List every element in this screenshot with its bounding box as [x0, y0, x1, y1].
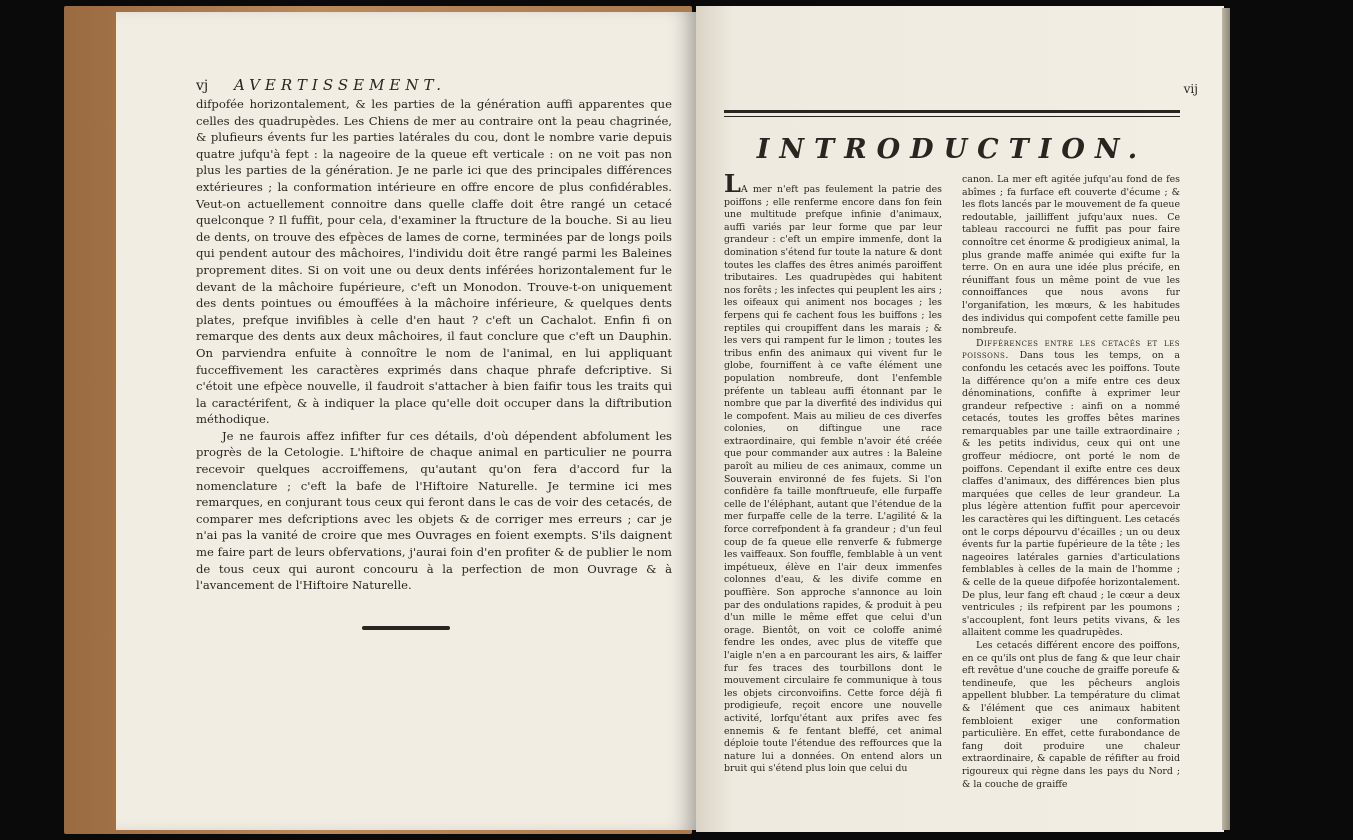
left-paragraph-2: Je ne faurois affez infifter fur ces détails, d'où dépendent abfolument les progrès de la Cetologie. L'hiftoire de chaque animal en particulier ne pourra recevoir quelques accroiffemens, qu'autant qu'on fera d'accord fur la nomenclature ; c'eft la bafe de l'Hiftoire Naturelle. Je termine ici mes remarques, en conjurant tous ceux qui feront dans le cas de voir des cetacés, de comparer mes defcriptions avec les objets & de corriger mes erreurs ; car je n'ai pas la vanité de croire que mes Ouvrages en foient exempts. S'ils daignent me faire part de leurs obfervations, j'aurai foin d'en profiter & de publier le nom de tous ceux qui auront concouru à la perfection de mon Ouvrage & à l'avancement de l'Hiftoire Naturelle.: [196, 428, 672, 593]
right-page: [696, 6, 1224, 832]
text-column-left: [724, 169, 942, 791]
column-left-paragraph: [724, 169, 942, 776]
left-running-head: [196, 76, 676, 96]
right-folio: vij: [1183, 82, 1198, 96]
drop-cap: L: [724, 169, 741, 198]
page-stack-edge: [1222, 8, 1230, 830]
column-right-paragraph-1: canon. La mer eft agitée jufqu'au fond de fes abîmes ; fa furface eft couverte d'écume ; & les flots lancés par le mouvement de fa queue redoutable, jailliffent jufqu'aux nues. Ce tableau raccourci ne fuffit pas pour faire connoître cet énorme & prodigieux animal, la plus grande maffe animée qui exifte fur la terre. On en aura une idée plus précife, en réuniffant fous un même point de vue les connoiffances que nous avons fur l'organifation, les mœurs, & les habitudes des individus qui compofent cette famille peu nombreufe.: [962, 174, 1180, 337]
header-rule-thick: [724, 110, 1180, 113]
left-body-text: [196, 96, 672, 594]
column-left-text: A mer n'eft pas feulement la patrie des poiffons ; elle renferme encore dans fon fein une multitude prefque infinie d'animaux, auffi variés par leur forme que par leur grandeur : c'eft un empire immenfe, dont la domination s'étend fur toute la nature & dont toutes les claffes des êtres animés paroiffent tributaires. Les quadrupèdes qui habitent nos forêts ; les infectes qui peuplent les airs ; les oifeaux qui animent nos bocages ; les ferpens qui fe cachent fous les buiffons ; les reptiles qui croupiffent dans les marais ; & les vers qui rampent fur le limon ; toutes les tribus enfin des animaux qui vivent fur le globe, fourniffent à ce vafte élément une population nombreufe, dont l'enfemble préfente un tableau auffi étonnant par le nombre que par la diverfité des individus qui le compofent. Mais au milieu de ces diverfes colonies, on diftingue une race extraordinaire, qui femble n'avoir été créée que pour commander aux autres : la Baleine paroît au milieu de ces animaux, comme un Souverain environné de fes fujets. Si l'on confidère fa taille monftrueufe, elle furpaffe celle de l'éléphant, autant que l'étendue de la mer furpaffe celle de la terre. L'agilité & la force correfpondent à fa grandeur ; d'un feul coup de fa queue elle renverfe & fubmerge les vaiffeaux. Son fouffle, femblable à un vent impétueux, élève en l'air deux immenfes colonnes d'eau, & les divife comme en pouffière. Son approche s'annonce au loin par des ondulations rapides, & produit à peu d'un mille le même effet que celui d'un orage. Bientôt, on voit ce coloffe animé fendre les ondes, avec plus de viteffe que l'aigle n'en a en parcourant les airs, & laiffer fur fes traces des tourbillons dont le mouvement circulaire fe communique à tous les objets circonvoifins. Cette force déjà fi prodigieufe, reçoit encore une nouvelle activité, lorfqu'étant aux prifes avec fes ennemis & fe fentant bleffé, cet animal déploie toute l'étendue des reffources que la nature lui a données. On entend alors un bruit qui s'étend plus loin que celui du: [724, 184, 942, 775]
running-title: AVERTISSEMENT.: [234, 76, 447, 94]
section-heading: Différences entre les cetacés et les poissons.: [962, 337, 1180, 362]
left-folio: vj: [196, 78, 209, 94]
two-column-text: [724, 169, 1181, 791]
section-text: Dans tous les temps, on a confondu les cetacés avec les poiffons. Toute la différence qu'on a mife entre ces deux dénominations, confifte à exprimer leur grandeur refpective : ainfi on a nommé cetacés, toutes les groffes bêtes marines remarquables par une taille extraordinaire ; & les petits individus, ceux qui ont une groffeur médiocre, ont porté le nom de poiffons. Cependant il exifte entre ces deux claffes d'animaux, des différences bien plus marquées que celles de leur grandeur. La plus légère attention fuffit pour apercevoir les caractères qui les diftinguent. Les cetacés ont le corps dépourvu d'écailles ; un ou deux évents fur la partie fupérieure de la tête ; les nageoires latérales garnies d'articulations femblables à celles de la main de l'homme ; & celle de la queue difpofée horizontalement. De plus, leur fang eft chaud ; le cœur a deux ventricules ; ils refpirent par les poumons ; s'accouplent, font leurs petits vivans, & les allaitent comme les quadrupèdes.: [962, 350, 1181, 639]
column-right-paragraph-2: [962, 338, 1180, 640]
column-right-paragraph-3: Les cetacés différent encore des poiffons, en ce qu'ils ont plus de fang & que leur chair eft revêtue d'une couche de graiffe poreufe & tendineufe, que les pêcheurs anglois appellent blubber. La température du climat & l'élément que ces animaux habitent fembloient exiger une conformation particulière. En effet, cette furabondance de fang doit produire une chaleur extraordinaire, & capable de réfifter au froid rigoureux qui règne dans les pays du Nord ; & la couche de graiffe: [962, 639, 1180, 790]
text-column-right: [962, 174, 1180, 791]
left-paragraph-1: difpofée horizontalement, & les parties de la génération auffi apparentes que celles des quadrupèdes. Les Chiens de mer au contraire ont la peau chagrinée, & plufieurs évents fur les parties latérales du cou, dont le nombre varie depuis quatre jufqu'à fept : la nageoire de la queue eft verticale : on ne voit pas non plus les parties de la génération. Je ne parle ici que des principales différences extérieures ; la conformation intérieure en offre encore de plus confidérables. Veut-on actuellement connoitre dans quelle claffe doit être rangé un cetacé quelconque ? Il fuffit, pour cela, d'examiner la ftructure de la bouche. Si au lieu de dents, on trouve des efpèces de lames de corne, terminées par de longs poils qui pendent autour des mâchoires, l'individu doit être rangé parmi les Baleines proprement dites. Si on voit une ou deux dents inférées horizontalement fur le devant de la mâchoire fupérieure, c'eft un Monodon. Trouve-t-on uniquement des dents pointues ou émouffées à la mâchoire inférieure, & quelques dents plates, prefque invifibles à celle d'en haut ? c'eft un Cachalot. Enfin fi on remarque des dents aux deux mâchoires, il faut conclure que c'eft un Dauphin. On parviendra enfuite à connoître le nom de l'animal, en lui appliquant fucceffivement les caractères exprimés dans chaque phrafe defcriptive. Si c'étoit une efpèce nouvelle, il faudroit s'attacher à bien faifir tous les traits qui la caractérifent, & à indiquer la place qu'elle doit occuper dans la diftribution méthodique.: [196, 97, 672, 427]
tail-ornament: [362, 626, 450, 630]
header-rule-thin: [724, 116, 1180, 117]
introduction-title: INTRODUCTION.: [756, 134, 1148, 165]
left-page: [116, 12, 696, 830]
